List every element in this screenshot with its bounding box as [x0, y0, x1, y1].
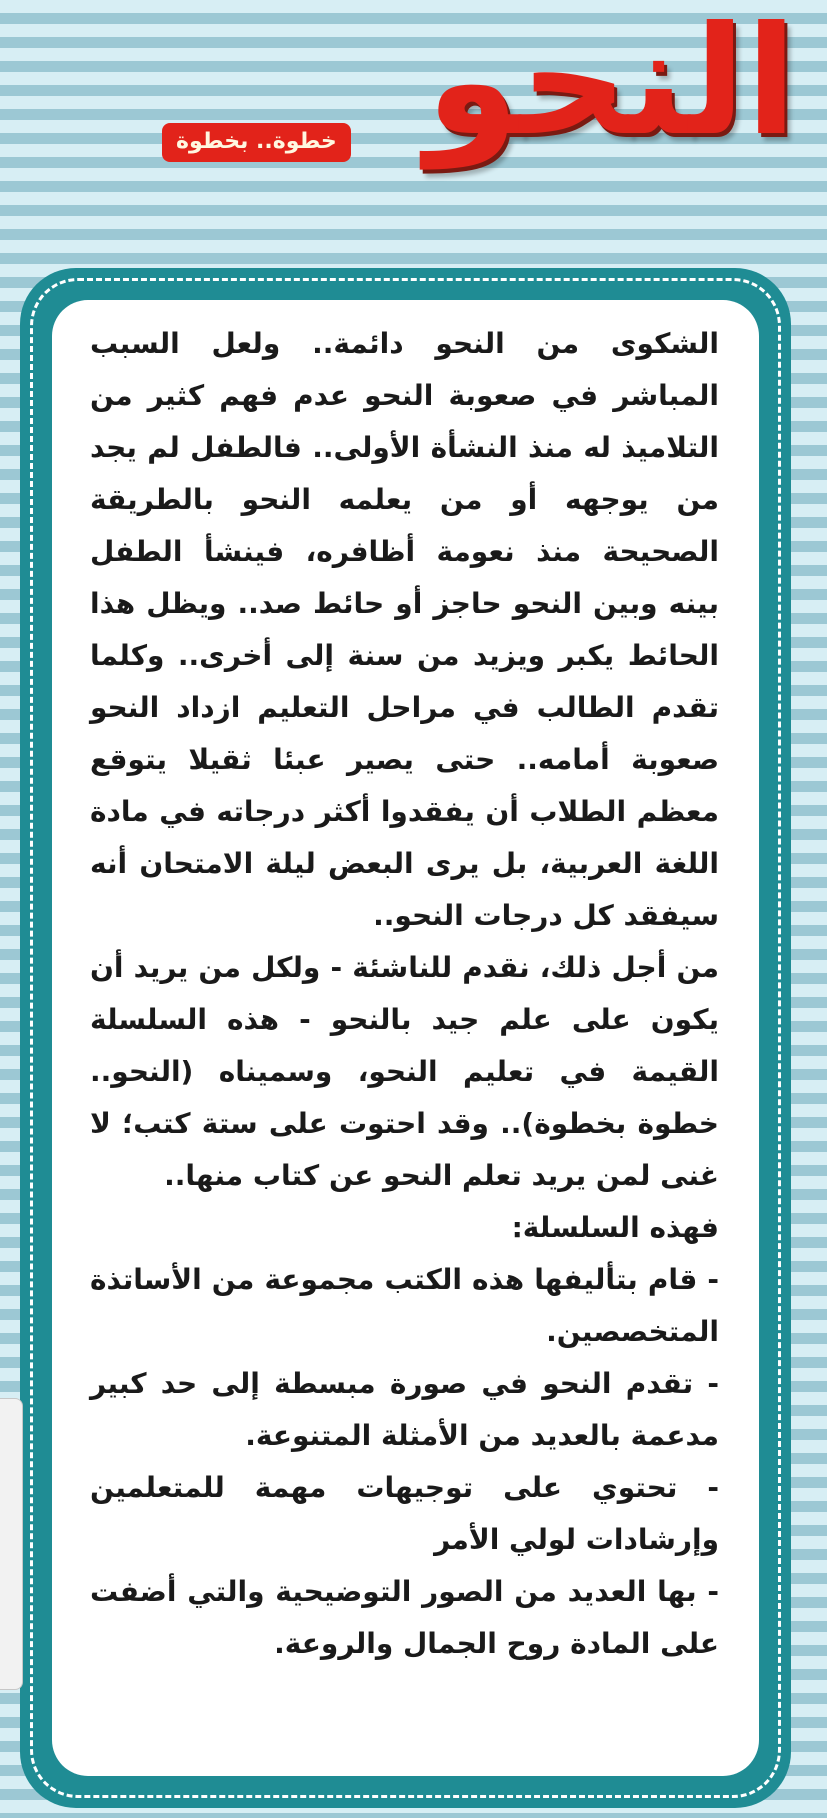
bullet-item: - تقدم النحو في صورة مبسطة إلى حد كبير مدعمة بالعديد من الأمثلة المتنوعة.	[90, 1367, 719, 1452]
bullet-item: - تحتوي على توجيهات مهمة للمتعلمين وإرشادات لولي الأمر	[90, 1471, 719, 1556]
paragraph-series-heading: فهذه السلسلة:	[511, 1211, 719, 1244]
bullet-item: - بها العديد من الصور التوضيحية والتي أضفت على المادة روح الجمال والروعة.	[90, 1575, 719, 1660]
bullet-item: - قام بتأليفها هذه الكتب مجموعة من الأساتذة المتخصصين.	[90, 1263, 719, 1348]
paragraph-intro: الشكوى من النحو دائمة.. ولعل السبب المباشر في صعوبة النحو عدم فهم كثير من التلاميذ له منذ النشأة الأولى.. فالطفل لم يجد من يوجهه أو من يعلمه النحو بالطريقة الصحيحة منذ نعومة أظافره، فينشأ الطفل بينه وبين النحو حاجز أو حائط صد.. ويظل هذا الحائط يكبر ويزيد من سنة إلى أخرى.. وكلما تقدم الطالب في مراحل التعليم ازداد النحو صعوبة أمامه.. حتى يصير عبئا ثقيلا يتوقع معظم الطلاب أن يفقدوا أكثر درجاته في مادة اللغة العربية، بل يرى البعض ليلة الامتحان أنه سيفقد كل درجات النحو..	[90, 327, 719, 932]
header	[0, 0, 827, 230]
book-title: النحو	[425, 0, 797, 169]
content-box	[52, 300, 759, 1776]
sticker-tab	[0, 1398, 23, 1690]
text-frame	[20, 268, 791, 1808]
paragraph-series: من أجل ذلك، نقدم للناشئة - ولكل من يريد أن يكون على علم جيد بالنحو - هذه السلسلة القيمة في تعليم النحو، وسميناه (النحو.. خطوة بخطوة).. وقد احتوت على ستة كتب؛ لا غنى لمن يريد تعلم النحو عن كتاب منها..	[90, 951, 719, 1192]
subtitle-badge: خطوة.. بخطوة	[162, 123, 351, 162]
